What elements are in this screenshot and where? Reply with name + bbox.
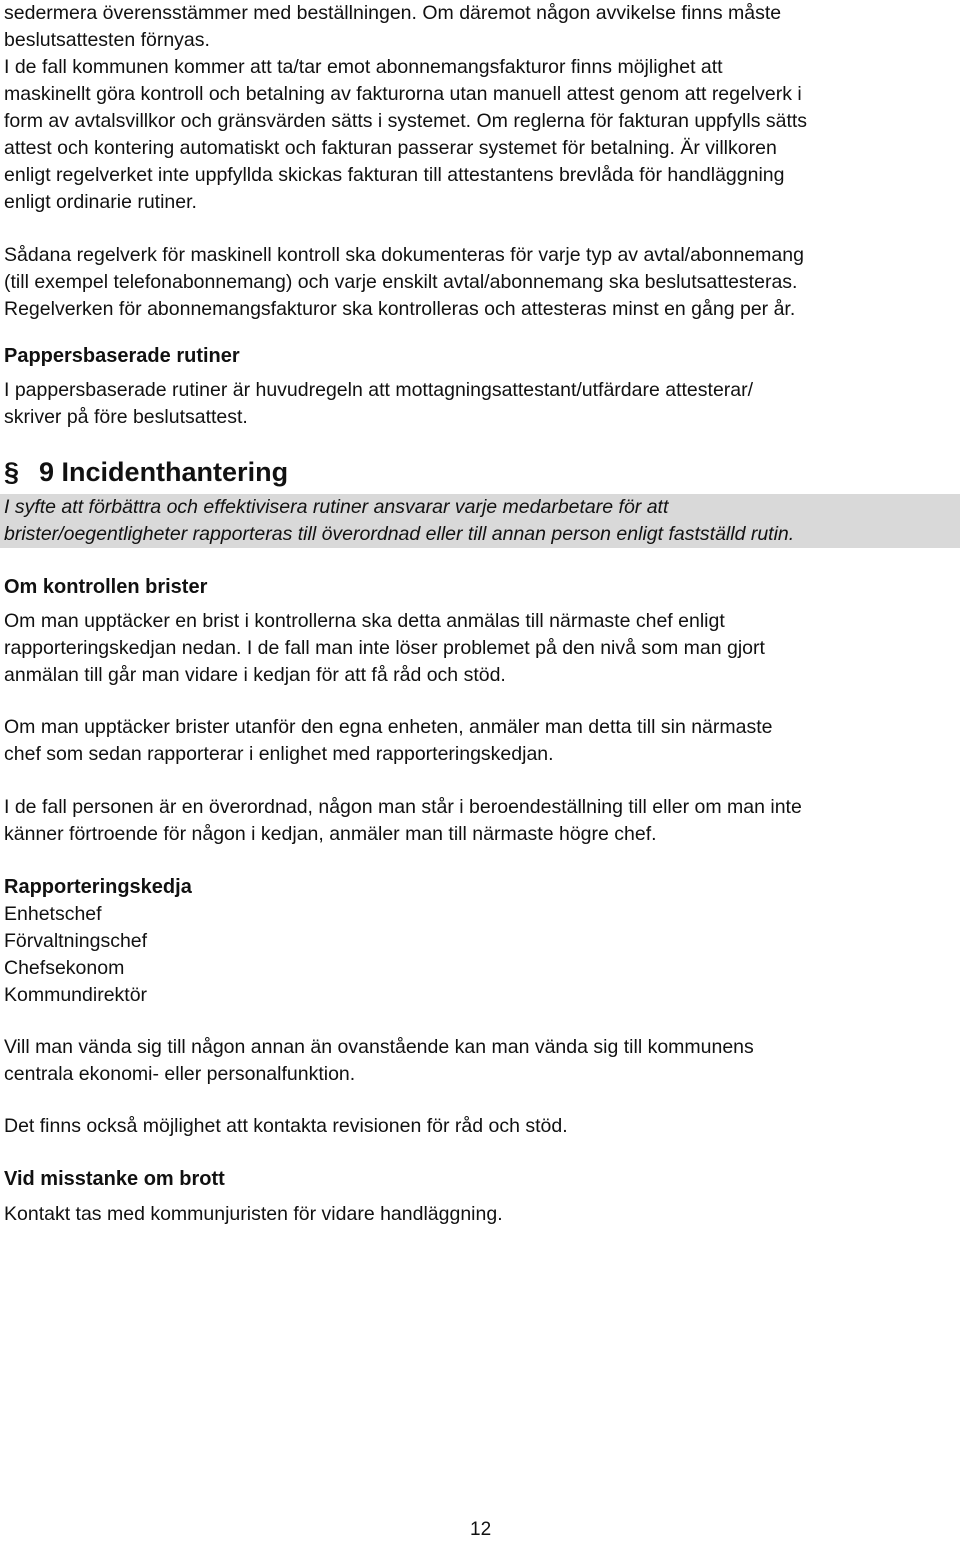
paragraph-crime — [4, 1201, 956, 1228]
paragraph-other-contact — [4, 1034, 956, 1088]
paragraph-rules — [4, 242, 956, 323]
reporting-chain-list — [4, 901, 956, 1009]
section-title: 9 Incidenthantering — [39, 457, 289, 487]
paragraph-order-check — [4, 0, 956, 54]
section-heading-incident — [4, 455, 288, 489]
paragraph-paper-routines — [4, 377, 956, 431]
text-line: anmälan till går man vidare i kedjan för att få råd och stöd. — [4, 664, 506, 686]
heading-suspected-crime: Vid misstanke om brott — [4, 1168, 225, 1190]
list-item: Chefsekonom — [4, 957, 125, 979]
list-item: Enhetschef — [4, 903, 102, 925]
text-line: I de fall personen är en överordnad, någon man står i beroendeställning till eller om man inte — [4, 796, 802, 818]
text-line: Kontakt tas med kommunjuristen för vidare handläggning. — [4, 1203, 503, 1225]
text-line: enligt ordinarie rutiner. — [4, 191, 197, 213]
intro-italic-block — [0, 494, 960, 548]
text-line: brister/oegentligheter rapporteras till överordnad eller till annan person enligt fastställd rutin. — [4, 523, 795, 545]
paragraph-audit — [4, 1113, 956, 1140]
text-line: chef som sedan rapporterar i enlighet med rapporteringskedjan. — [4, 743, 554, 765]
list-item: Kommundirektör — [4, 984, 148, 1006]
section-mark: § — [4, 457, 20, 487]
text-line: Om man upptäcker en brist i kontrollerna ska detta anmälas till närmaste chef enligt — [4, 610, 725, 632]
paragraph-subscription-invoices — [4, 54, 956, 216]
text-line: Om man upptäcker brister utanför den egna enheten, anmäler man detta till sin närmaste — [4, 716, 773, 738]
text-line: maskinellt göra kontroll och betalning av fakturorna utan manuell attest genom att regelverk i — [4, 83, 802, 105]
text-line: I pappersbaserade rutiner är huvudregeln att mottagningsattestant/utfärdare attesterar/ — [4, 379, 754, 401]
text-line: centrala ekonomi- eller personalfunktion. — [4, 1063, 356, 1085]
text-line: känner förtroende för någon i kedjan, anmäler man till närmaste högre chef. — [4, 823, 657, 845]
text-line: I syfte att förbättra och effektivisera rutiner ansvarar varje medarbetare för att — [4, 496, 669, 518]
text-line: I de fall kommunen kommer att ta/tar emot abonnemangsfakturor finns möjlighet att — [4, 56, 723, 78]
text-line: beslutsattesten förnyas. — [4, 29, 210, 51]
text-line: Vill man vända sig till någon annan än ovanstående kan man vända sig till kommunens — [4, 1036, 754, 1058]
text-line: (till exempel telefonabonnemang) och varje enskilt avtal/abonnemang ska beslutsattesteras. — [4, 271, 798, 293]
paragraph-control-3 — [4, 794, 956, 848]
list-item: Förvaltningschef — [4, 930, 148, 952]
text-line: Regelverken för abonnemangsfakturor ska kontrolleras och attesteras minst en gång per år. — [4, 298, 796, 320]
paragraph-control-2 — [4, 714, 956, 768]
text-line: form av avtalsvillkor och gränsvärden sätts i systemet. Om reglerna för fakturan uppfylls sätts — [4, 110, 808, 132]
text-line: enligt regelverket inte uppfyllda skickas fakturan till attestantens brevlåda för handläggning — [4, 164, 785, 186]
page-number: 12 — [470, 1519, 492, 1540]
paragraph-control-1 — [4, 608, 956, 689]
heading-reporting-chain: Rapporteringskedja — [4, 876, 192, 898]
text-line: sedermera överensstämmer med beställningen. Om däremot någon avvikelse finns måste — [4, 2, 782, 24]
text-line: Det finns också möjlighet att kontakta revisionen för råd och stöd. — [4, 1115, 568, 1137]
text-line: skriver på före beslutsattest. — [4, 406, 248, 428]
text-line: Sådana regelverk för maskinell kontroll ska dokumenteras för varje typ av avtal/abonnemang — [4, 244, 804, 266]
heading-paper-routines: Pappersbaserade rutiner — [4, 345, 240, 367]
text-line: rapporteringskedjan nedan. I de fall man inte löser problemet på den nivå som man gjort — [4, 637, 765, 659]
heading-control-fails: Om kontrollen brister — [4, 576, 208, 598]
text-line: attest och kontering automatiskt och fakturan passerar systemet för betalning. Är villkoren — [4, 137, 777, 159]
